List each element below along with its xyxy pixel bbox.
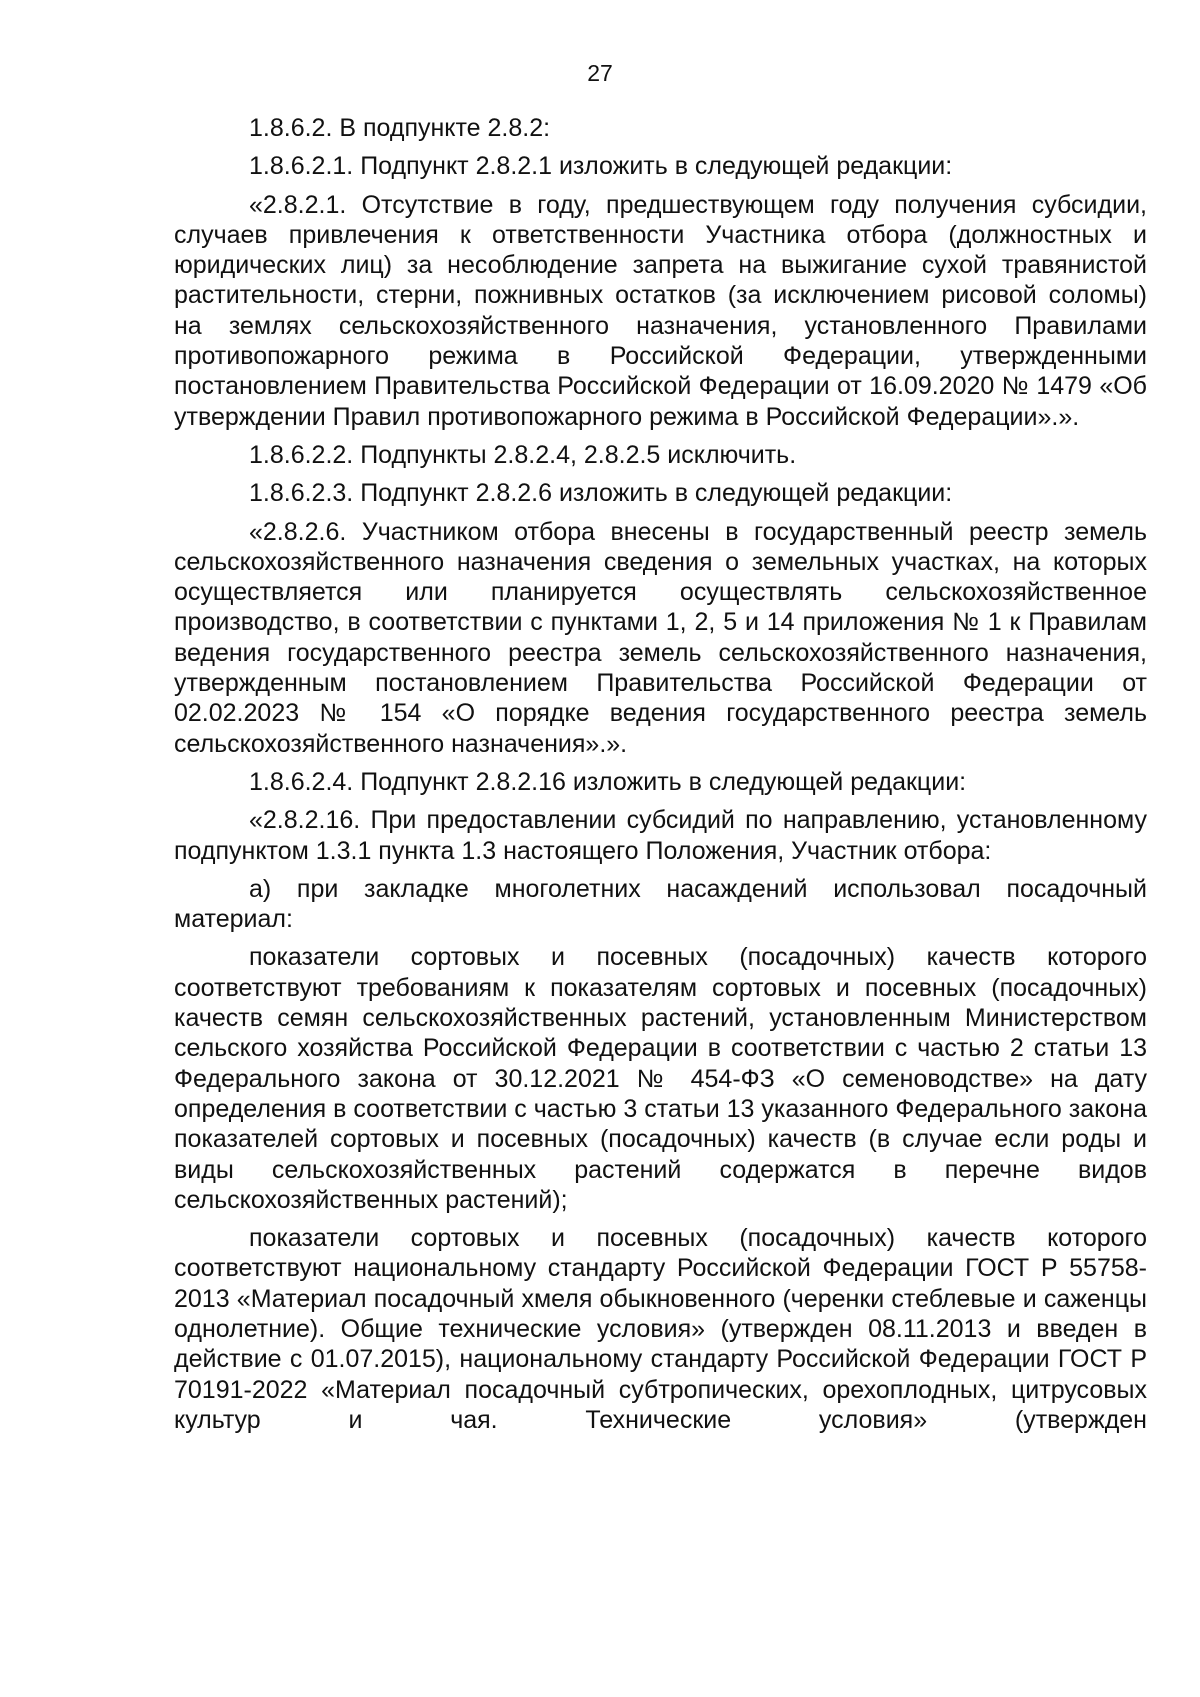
paragraph-item-a: а) при закладке многолетних насаждений использовал посадочный материал: xyxy=(174,874,1147,934)
paragraph-1-8-6-2-2: 1.8.6.2.2. Подпункты 2.8.2.4, 2.8.2.5 исключить. xyxy=(249,440,797,469)
paragraph-indicators-seeds: показатели сортовых и посевных (посадочных) качеств которого соответствуют требованиям к показателям сортовых и посевных (посадочных) качеств семян сельскохозяйственных растений, установленным Министерством сельского хозяйства Российской Федерации в соответствии с частью 2 статьи 13 Федерального закона от 30.12.2021 № 454-ФЗ «О семеноводстве» на дату определения в соответствии с частью 3 статьи 13 указанного Федерального закона показателей сортовых и посевных (посадочных) качеств (в случае если роды и виды сельскохозяйственных растений содержатся в перечне видов сельскохозяйственных растений); xyxy=(174,943,1147,1214)
paragraph-quote-2-8-2-16: «2.8.2.16. При предоставлении субсидий по направлению, установленному подпунктом 1.3.1 пункта 1.3 настоящего Положения, Участник отбора: xyxy=(174,806,1147,865)
paragraph-1-8-6-2-3: 1.8.6.2.3. Подпункт 2.8.2.6 изложить в следующей редакции: xyxy=(249,479,953,508)
paragraph-1-8-6-2-4: 1.8.6.2.4. Подпункт 2.8.2.16 изложить в следующей редакции: xyxy=(249,767,967,796)
document-body xyxy=(174,113,1147,1443)
page-number: 27 xyxy=(587,60,613,86)
paragraph-quote-2-8-2-1: «2.8.2.1. Отсутствие в году, предшествующем году получения субсидии, случаев привлечения к ответственности Участника отбора (должностных и юридических лиц) за несоблюдение запрета на выжигание сухой травянистой растительности, стерни, пожнивных остатков (за исключением рисовой соломы) на землях сельскохозяйственного назначения, установленного Правилами противопожарного режима в Российской Федерации, утвержденными постановлением Правительства Российской Федерации от 16.09.2020 № 1479 «Об утверждении Правил противопожарного режима в Российской Федерации».». xyxy=(174,190,1147,431)
paragraph-indicators-gost: показатели сортовых и посевных (посадочных) качеств которого соответствуют национальному стандарту Российской Федерации ГОСТ Р 55758-2013 «Материал посадочный хмеля обыкновенного (черенки стеблевые и саженцы однолетние). Общие технические условия» (утвержден 08.11.2013 и введен в действие с 01.07.2015), национальному стандарту Российской Федерации ГОСТ Р 70191-2022 «Материал посадочный субтропических, орехоплодных, цитрусовых культур и чая. Технические условия» (утвержден xyxy=(174,1224,1147,1434)
paragraph-1-8-6-2-1: 1.8.6.2.1. Подпункт 2.8.2.1 изложить в следующей редакции: xyxy=(249,152,953,181)
paragraph-1-8-6-2: 1.8.6.2. В подпункте 2.8.2: xyxy=(249,114,551,142)
paragraph-quote-2-8-2-6: «2.8.2.6. Участником отбора внесены в государственный реестр земель сельскохозяйственного назначения сведения о земельных участках, на которых осуществляется или планируется осуществлять сельскохозяйственное производство, в соответствии с пунктами 1, 2, 5 и 14 приложения № 1 к Правилам ведения государственного реестра земель сельскохозяйственного назначения, утвержденным постановлением Правительства Российской Федерации от 02.02.2023 № 154 «О порядке ведения государственного реестра земель сельскохозяйственного назначения».». xyxy=(174,517,1147,758)
